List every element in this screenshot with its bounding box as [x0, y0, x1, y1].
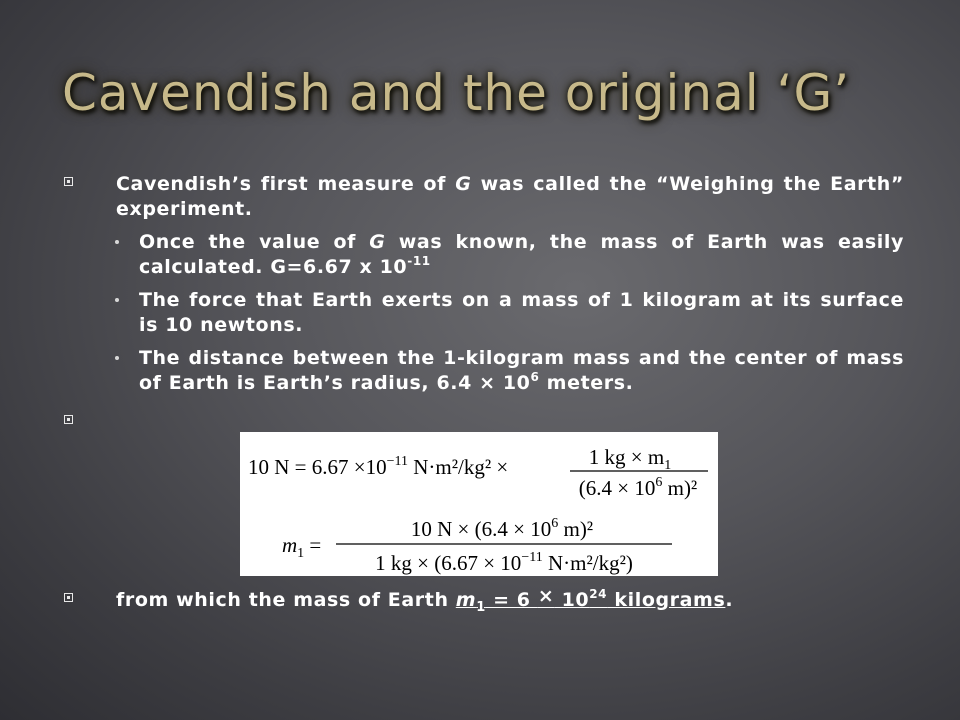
dot-bullet-icon: [115, 356, 119, 360]
sub-bullet-text-post: was known, the mass of Earth was easily calculated. G=6.67 x 10: [139, 231, 904, 278]
square-bullet-icon: [64, 415, 73, 424]
final-text-pre: from which the mass of Earth: [116, 589, 456, 611]
bullet-text-post: was called the “Weighing the Earth” experiment.: [116, 173, 904, 220]
equation-line2-numerator: 10 $N \times (6.4 \times 10^6$ m)²: [410, 516, 594, 541]
equation-line1-numerator: 1 kg × $m_1$: [588, 445, 672, 473]
final-result-underlined: $m_1 = 6 \times 10^{24}$ kilograms: [455, 585, 726, 615]
bullet-mass-of-earth: [64, 585, 904, 620]
square-bullet-icon: [64, 177, 73, 186]
equation-image: [240, 432, 718, 576]
sub-bullet-distance: [64, 346, 904, 396]
slide-body: [64, 172, 904, 435]
dot-bullet-icon: [115, 240, 119, 244]
sub-bullet-value-of-g: [64, 230, 904, 280]
sub-bullet-exponent: 6: [530, 370, 540, 384]
equation-line1-lhs: 10 $N = 6.67 \times 10^{-11}$ N·m²/kg² ×: [248, 454, 509, 479]
final-bullet: [64, 585, 904, 620]
sub-bullet-text: The force that Earth exerts on a mass of 1 kilogram at its surface is 10 newtons.: [139, 289, 904, 336]
bullet-text-pre: Cavendish’s first measure of: [116, 173, 456, 195]
final-text-end: .: [725, 589, 734, 611]
sub-bullet-text-pre: Once the value of: [139, 231, 370, 253]
sub-bullet-force: [64, 288, 904, 338]
square-bullet-icon: [64, 593, 73, 602]
equation-line1-denominator: ($6.4 \times 10^6$ m)²: [578, 475, 698, 500]
equation-line2-lhs: $m_1$ =: [282, 533, 322, 561]
slide-title: Cavendish and the original ‘G’: [62, 64, 851, 122]
sub-bullet-text-pre: The distance between the 1-kilogram mass and the center of mass of Earth is Earth’s radius, 6.4 × 10: [139, 347, 904, 394]
sub-bullet-exponent: -11: [407, 254, 431, 268]
bullet-text-italic-g: G: [455, 173, 472, 195]
sub-bullet-text-italic-g: G: [369, 231, 386, 253]
dot-bullet-icon: [115, 298, 119, 302]
bullet-weighing-earth: [64, 172, 904, 222]
sub-bullet-text-post: meters.: [539, 372, 634, 394]
equation-line2-denominator: 1 kg × ($6.67 \times 10^{-11}$ N·m²/kg²): [375, 550, 633, 575]
